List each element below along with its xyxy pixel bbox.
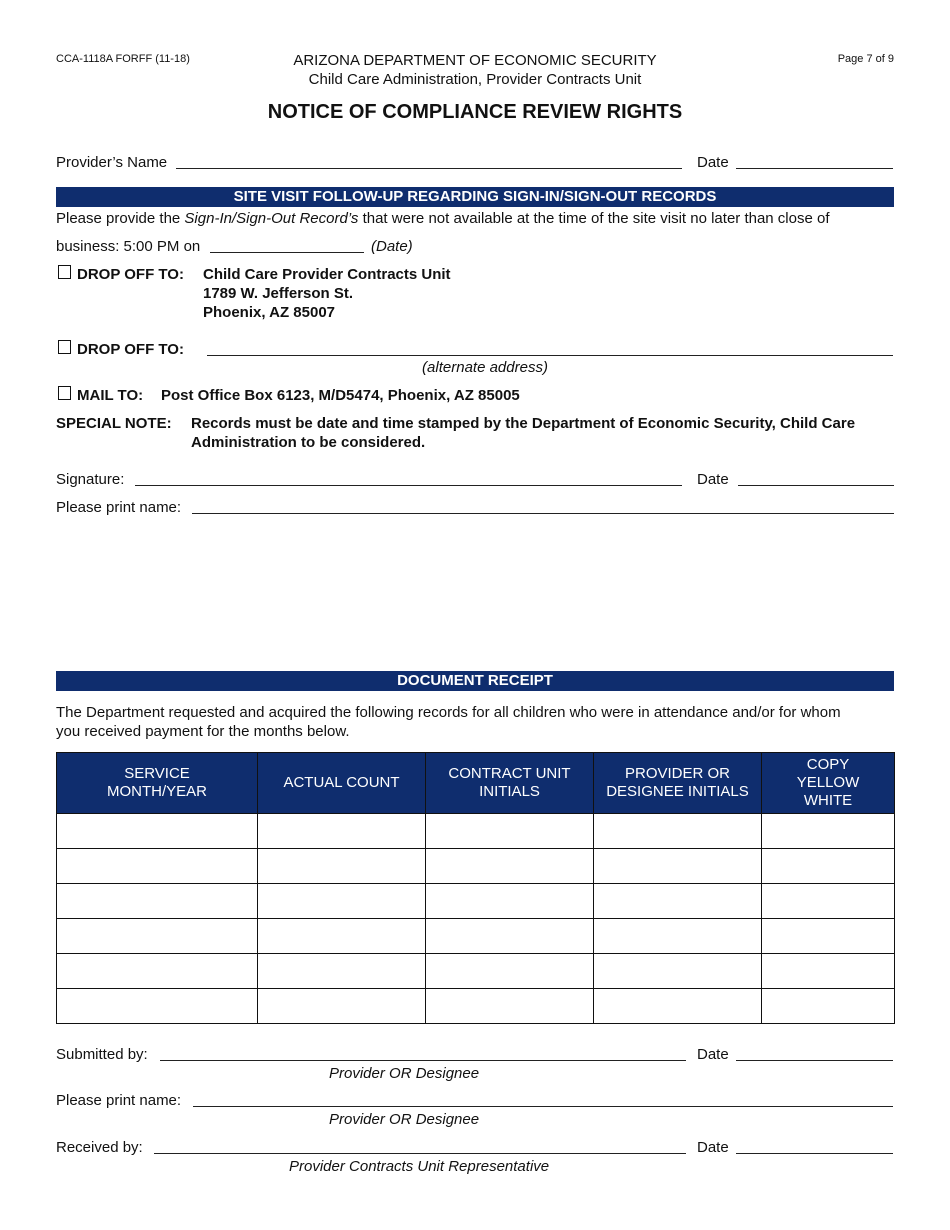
table-cell[interactable] bbox=[762, 849, 895, 884]
table-cell[interactable] bbox=[594, 849, 762, 884]
table-cell[interactable] bbox=[258, 849, 426, 884]
table-cell[interactable] bbox=[57, 989, 258, 1024]
alternate-address-hint: (alternate address) bbox=[422, 359, 548, 376]
table-cell[interactable] bbox=[426, 919, 594, 954]
intro-text: Please provide the bbox=[56, 210, 185, 227]
table-cell[interactable] bbox=[762, 954, 895, 989]
receipt-intro-line1: The Department requested and acquired the following records for all children who were in attendance and/or for whom bbox=[56, 704, 841, 721]
signature-date-field[interactable] bbox=[738, 485, 894, 486]
submitted-by-field[interactable] bbox=[160, 1060, 686, 1061]
table-row bbox=[57, 989, 895, 1024]
table-cell[interactable] bbox=[426, 954, 594, 989]
col-copy-yellow-white: COPY YELLOW WHITE bbox=[762, 753, 895, 814]
col-service-month-year: SERVICE MONTH/YEAR bbox=[57, 753, 258, 814]
alternate-address-field[interactable] bbox=[207, 355, 893, 356]
table-row bbox=[57, 849, 895, 884]
print-name-label: Please print name: bbox=[56, 499, 182, 516]
table-cell[interactable] bbox=[762, 919, 895, 954]
page-number: Page 7 of 9 bbox=[837, 53, 894, 65]
table-cell[interactable] bbox=[258, 954, 426, 989]
signature-field[interactable] bbox=[135, 485, 682, 486]
table-cell[interactable] bbox=[594, 884, 762, 919]
col-actual-count: ACTUAL COUNT bbox=[258, 753, 426, 814]
drop-off-checkbox-1[interactable] bbox=[58, 265, 71, 279]
receipt-intro-line2: you received payment for the months below. bbox=[56, 723, 350, 740]
drop-off-label-1: DROP OFF TO: bbox=[77, 266, 184, 283]
table-cell[interactable] bbox=[594, 814, 762, 849]
provider-date-field[interactable] bbox=[736, 168, 893, 169]
table-cell[interactable] bbox=[258, 814, 426, 849]
table-cell[interactable] bbox=[594, 919, 762, 954]
special-note-label: SPECIAL NOTE: bbox=[56, 415, 172, 432]
submitted-by-hint: Provider OR Designee bbox=[329, 1065, 480, 1082]
agency-name: ARIZONA DEPARTMENT OF ECONOMIC SECURITY bbox=[293, 52, 657, 69]
table-cell[interactable] bbox=[762, 884, 895, 919]
table-cell[interactable] bbox=[57, 954, 258, 989]
table-row bbox=[57, 884, 895, 919]
table-cell[interactable] bbox=[258, 919, 426, 954]
received-by-hint: Provider Contracts Unit Representative bbox=[289, 1158, 550, 1175]
table-cell[interactable] bbox=[426, 814, 594, 849]
deadline-date-hint: (Date) bbox=[371, 238, 413, 255]
provider-name-field[interactable] bbox=[176, 168, 682, 169]
received-by-field[interactable] bbox=[154, 1153, 686, 1154]
table-cell[interactable] bbox=[426, 989, 594, 1024]
page-title: NOTICE OF COMPLIANCE REVIEW RIGHTS bbox=[267, 101, 683, 123]
table-cell[interactable] bbox=[57, 919, 258, 954]
mail-to-checkbox[interactable] bbox=[58, 386, 71, 400]
table-row bbox=[57, 954, 895, 989]
drop-off-address-line2: 1789 W. Jefferson St. bbox=[203, 285, 354, 302]
received-date-field[interactable] bbox=[736, 1153, 893, 1154]
site-visit-banner: SITE VISIT FOLLOW-UP REGARDING SIGN-IN/SIGN-OUT RECORDS bbox=[56, 187, 894, 207]
submitted-date-field[interactable] bbox=[736, 1060, 893, 1061]
received-by-label: Received by: bbox=[56, 1139, 143, 1156]
print-name-hint: Provider OR Designee bbox=[329, 1111, 480, 1128]
provider-date-label: Date bbox=[697, 154, 729, 171]
table-cell[interactable] bbox=[258, 989, 426, 1024]
table-cell[interactable] bbox=[762, 989, 895, 1024]
submitted-date-label: Date bbox=[697, 1046, 729, 1063]
table-cell[interactable] bbox=[57, 884, 258, 919]
submitted-by-label: Submitted by: bbox=[56, 1046, 148, 1063]
print-name-field[interactable] bbox=[192, 513, 894, 514]
table-header-row bbox=[57, 753, 895, 814]
table-cell[interactable] bbox=[762, 814, 895, 849]
mail-to-address: Post Office Box 6123, M/D5474, Phoenix, AZ 85005 bbox=[161, 387, 520, 404]
table-cell[interactable] bbox=[426, 884, 594, 919]
table-row bbox=[57, 919, 895, 954]
drop-off-label-2: DROP OFF TO: bbox=[77, 341, 184, 358]
special-note-line2: Administration to be considered. bbox=[191, 434, 426, 451]
document-receipt-banner: DOCUMENT RECEIPT bbox=[56, 671, 894, 691]
signature-date-label: Date bbox=[697, 471, 729, 488]
table-cell[interactable] bbox=[594, 989, 762, 1024]
unit-name: Child Care Administration, Provider Contracts Unit bbox=[308, 71, 642, 88]
provider-name-label: Provider’s Name bbox=[56, 154, 168, 171]
records-table bbox=[56, 752, 895, 1024]
special-note-line1: Records must be date and time stamped by the Department of Economic Security, Child Care bbox=[191, 415, 856, 432]
receipt-print-name-label: Please print name: bbox=[56, 1092, 182, 1109]
table-row bbox=[57, 814, 895, 849]
table-cell[interactable] bbox=[57, 814, 258, 849]
mail-to-label: MAIL TO: bbox=[77, 387, 144, 404]
table-cell[interactable] bbox=[258, 884, 426, 919]
drop-off-address-line3: Phoenix, AZ 85007 bbox=[203, 304, 335, 321]
business-deadline-label: business: 5:00 PM on bbox=[56, 238, 201, 255]
deadline-date-field[interactable] bbox=[210, 252, 364, 253]
received-date-label: Date bbox=[697, 1139, 729, 1156]
intro-record-name: Sign-In/Sign-Out Record’s bbox=[184, 210, 359, 227]
drop-off-address-line1: Child Care Provider Contracts Unit bbox=[203, 266, 451, 283]
table-cell[interactable] bbox=[594, 954, 762, 989]
drop-off-checkbox-2[interactable] bbox=[58, 340, 71, 354]
table-cell[interactable] bbox=[57, 849, 258, 884]
site-visit-intro bbox=[56, 210, 830, 227]
col-provider-designee-initials: PROVIDER OR DESIGNEE INITIALS bbox=[594, 753, 762, 814]
intro-text-end: that were not available at the time of the site visit no later than close of bbox=[358, 210, 830, 227]
signature-label: Signature: bbox=[56, 471, 125, 488]
receipt-print-name-field[interactable] bbox=[193, 1106, 893, 1107]
form-id: CCA-1118A FORFF (11-18) bbox=[56, 53, 190, 65]
col-contract-unit-initials: CONTRACT UNIT INITIALS bbox=[426, 753, 594, 814]
table-cell[interactable] bbox=[426, 849, 594, 884]
